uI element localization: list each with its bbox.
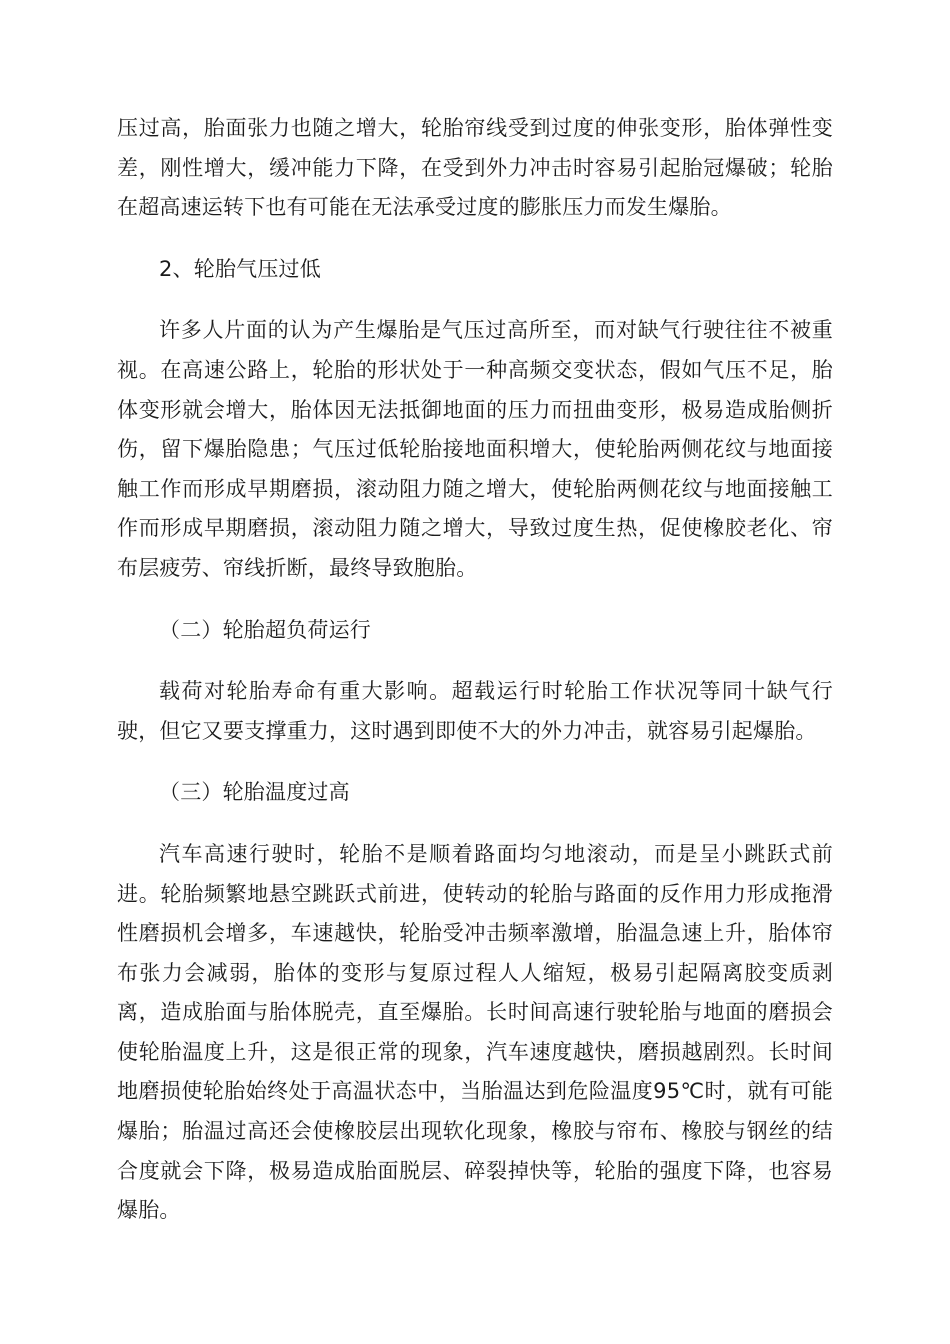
heading-high-temperature: （三）轮胎温度过高: [159, 780, 350, 805]
paragraph-overpressure-continuation: 压过高，胎面张力也随之增大，轮胎帘线受到过度的伸张变形，胎体弹性变差，刚性增大，缓冲能力下降，在受到外力冲击时容易引起胎冠爆破；轮胎在超高速运转下也有可能在无法承受过度的膨胀压力而发生爆胎。: [117, 116, 833, 220]
document-body: [117, 109, 833, 1253]
paragraph-overload: 载荷对轮胎寿命有重大影响。超载运行时轮胎工作状况等同十缺气行驶，但它又要支撑重力，这时遇到即使不大的外力冲击，就容易引起爆胎。: [117, 679, 833, 743]
heading-low-pressure: 2、轮胎气压过低: [159, 256, 321, 281]
paragraph-high-temperature: 汽车高速行驶时，轮胎不是顺着路面均匀地滚动，而是呈小跳跃式前进。轮胎频繁地悬空跳跃式前进，使转动的轮胎与路面的反作用力形成拖滑性磨损机会增多，车速越快，轮胎受冲击频率激增，胎温急速上升，胎体帘布张力会减弱，胎体的变形与复原过程人人缩短，极易引起隔离胶变质剥离，造成胎面与胎体脱壳，直至爆胎。长时间高速行驶轮胎与地面的磨损会使轮胎温度上升，这是很正常的现象，汽车速度越快，磨损越剧烈。长时间地磨损使轮胎始终处于高温状态中，当胎温达到危险温度95℃时，就有可能爆胎；胎温过高还会使橡胶层出现软化现象，橡胶与帘布、橡胶与钢丝的结合度就会下降，极易造成胎面脱层、碎裂掉快等，轮胎的强度下降，也容易爆胎。: [117, 841, 833, 1223]
heading-overload: （二）轮胎超负荷运行: [159, 617, 371, 642]
paragraph-low-pressure: 许多人片面的认为产生爆胎是气压过高所至，而对缺气行驶往往不被重视。在高速公路上，轮胎的形状处于一种高频交变状态，假如气压不足，胎体变形就会增大，胎体因无法抵御地面的压力而扭曲变形，极易造成胎侧折伤，留下爆胎隐患；气压过低轮胎接地面积增大，使轮胎两侧花纹与地面接触工作而形成早期磨损，滚动阻力随之增大，使轮胎两侧花纹与地面接触工作而形成早期磨损，滚动阻力随之增大，导致过度生热，促使橡胶老化、帘布层疲劳、帘线折断，最终导致胞胎。: [117, 318, 833, 580]
